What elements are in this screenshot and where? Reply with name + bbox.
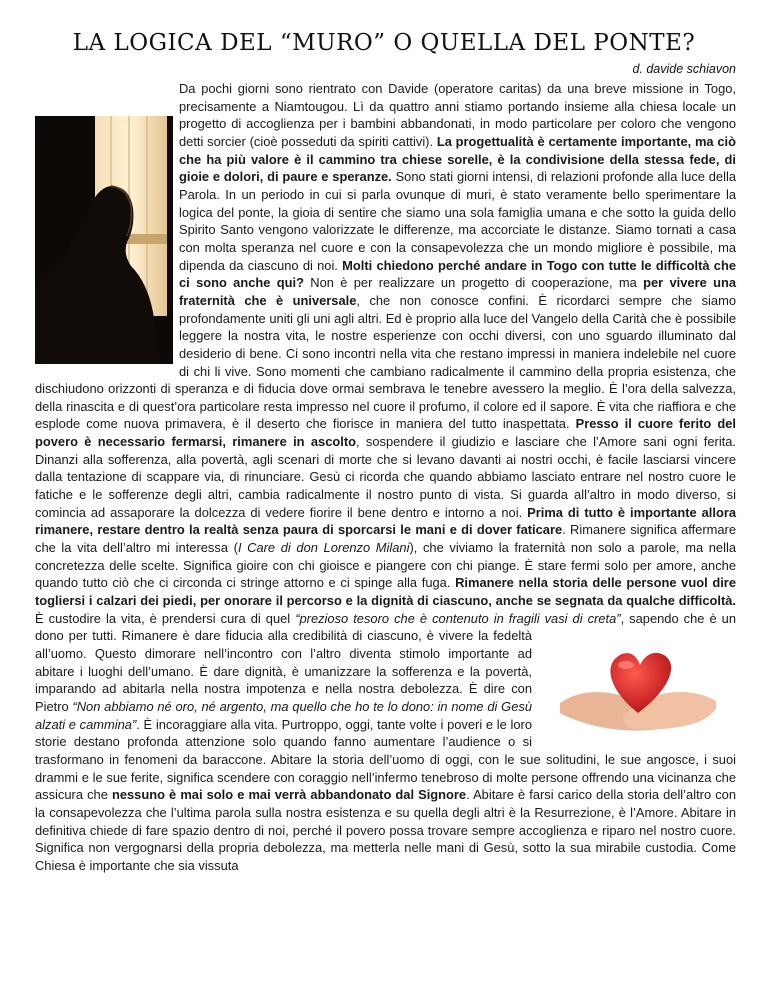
silhouette-photo-icon <box>35 116 173 364</box>
article-body: Da pochi giorni sono rientrato con Davide (operatore caritas) da una breve missione in Togo, precisamente a Niamtougou. Lì da quattro anni stiamo portando insieme alla chiesa locale un progetto di accoglienza per i bambini abbandonati, in modo particolare per coloro che vengono detti sorcier (cioè posseduti da spiriti cattivi). La progettualità è certamente importante, ma ciò che ha più valore è il cammino tra chiese sorelle, è la condivisione della stessa fede, di gioie e dolori, di paure e speranze. Sono stati giorni intensi, di relazioni profonde alla luce della Parola. In un periodo in cui si parla ovunque di muri, è stato veramente bello sperimentare la logica del ponte, la gioia di sentire che siamo una sola famiglia umana e che sotto la guida dello Spirito Santo vengono valorizzate le differenze, ma accorciate le distanze. Siamo tornati a casa con molta speranza nel cuore e con la consapevolezza che un mondo migliore è possibile, ma dipenda da ciascuno di noi. Molti chiedono perché andare in Togo con tutte le difficoltà che ci sono anche qui? Non è per realizzare un progetto di cooperazione, ma per vivere una fraternità che è universale, che non conosce confini. È ricordarci sempre che siamo profondamente uniti gli uni agli altri. Ed è proprio alla luce del Vangelo della Carità che è possibile leggere la nostra vita, le nostre esperienze con occhi diversi, con uno sguardo illuminato dal desiderio di bene. Ci sono incontri nella vita che restano impressi in maniera indelebile nel cuore di chi li vive. Sono momenti che cambiano radicalmente il cammino della propria esistenza, che dischiudono orizzonti di speranza e di fiducia dove ormai sembrava le tenebre avessero la meglio. È l’ora della salvezza, della rinascita e di quest’ora particolare resta impresso nel cuore il profumo, il colore ed il sapore. È vita che riaffiora e che esplode come nuova primavera, è il deserto che fiorisce in maniera del tutto inaspettata. Presso il cuore ferito del povero è necessario fermarsi, rimanere in ascolto, sospendere il giudizio e lasciare che l’Amore sani ogni ferita. Dinanzi alla sofferenza, alla povertà, agli scenari di morte che si levano davanti ai nostri occhi, è facile lasciarsi vincere dalla tentazione di scappare via, di rinunciare. Gesù ci ricorda che quando abbiamo lasciato entrare nel nostro cuore le fatiche e le sofferenze degli altri, cambia radicalmente il nostro punto di vista. Si guarda all’altro in modo diverso, si comincia ad assaporare la dolcezza di vedere fiorire il bene dentro e intorno a noi. Prima di tutto è importante allora rimanere, restare dentro la realtà senza paura di sporcarsi le mani e di dover faticare. Rimanere significa affermare che la vita dell’altro mi interessa (I Care di don Lorenzo Milani), che viviamo la fraternità non solo a parole, ma nella concretezza delle scelte. Significa gioire con chi gioisce e piangere con chi piange. È stare fermi solo per amore, anche quando tutto ciò che ci circonda ci stringe attorno e ci spinge alla fuga. Rimanere nella storia delle persone vuol dire togliersi i calzari dei piedi, per onorare il percorso e la dignità di ciascuno, anche se segnata da qualche difficoltà. È custodire la vita, è prendersi cura di quel “prezioso tesoro che è contenuto in fragili vasi di creta” , sapendo che è un dono per tutti. Rimanere è dare fiducia alla credibilità di ciascuno, è vivere la fedeltà all’uomo. Questo dimorare nell’incontro con l’altro diventa stimolo importante ad abitare i luoghi dell’umano. È dare dignità, è umanizzare la sofferenza e la povertà, imparando ad abitarla nella nostra impotenza e nella nostra debolezza. È dire con Pietro “Non abbiamo né oro, né argento, ma quello che ho te lo dono: in nome di Gesù alzati e cammina”. È incoraggiare alla vita. Purtroppo, oggi, tante volte i poveri e le loro storie destano profonda attenzione solo quando fanno aumentare l’audience o si trasformano in fenomeni da baraccone. Abitare la storia dell’uomo di oggi, con le sue solitudini, le sue angosce, i suoi drammi e le sue ferite, significa scendere con coraggio nell’infermo tenebroso di molte persone offrendo una vicinanza che assicura che nessuno è mai solo e mai verrà abbandonato dal Signore. Abitare è farsi carico della storia dell’altro con la consapevolezza che l’ultima parola sulla nostra esistenza e su quella degli altri è la Resurrezione, è l’Amore. Abitare in definitiva chiede di fare spazio dentro di noi, perché il povero possa trovare sempre accoglienza e riparo nel nostro cuore. Significa non vergognarsi della propria debolezza, ma metterla nelle mani di Gesù, sotto la sua mirabile custodia. Come Chiesa è importante che sia vissuta <box>35 81 737 873</box>
document-title: LA LOGICA DEL “MURO” O QUELLA DEL PONTE? <box>72 30 696 56</box>
heart-in-hands-photo-icon <box>540 629 736 736</box>
author-signature: d. davide schiavon <box>632 62 736 76</box>
